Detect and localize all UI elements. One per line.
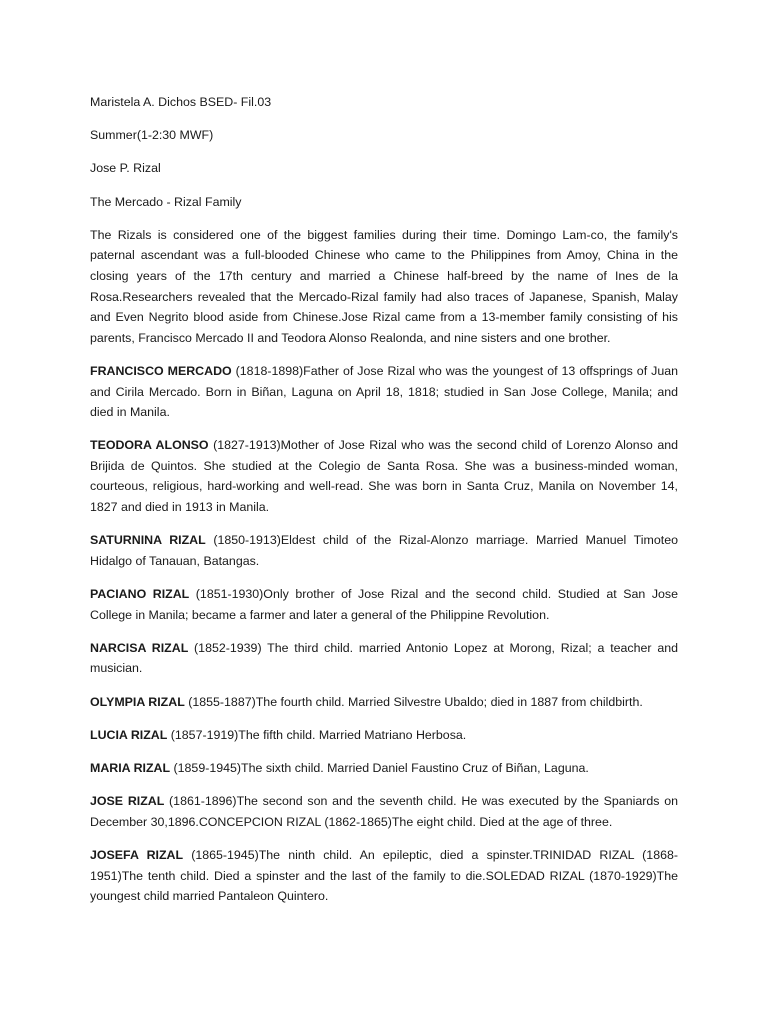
member-description: (1827-1913)Mother of Jose Rizal who was the second child of Lorenzo Alonso and Brijida de Quintos. She studied at the Colegio de Santa Rosa. She was a business-minded woman, courteous, religious, hard-working and well-read. She was born in Santa Cruz, Manila on November 14, 1827 and died in 1913 in Manila. bbox=[90, 438, 678, 515]
member-description: (1851-1930)Only brother of Jose Rizal and the second child. Studied at San Jose College in Manila; became a farmer and later a general of the Philippine Revolution. bbox=[90, 587, 678, 622]
author-line: Maristela A. Dichos BSED- Fil.03 bbox=[90, 95, 272, 109]
member-description: (1859-1945)The sixth child. Married Daniel Faustino Cruz of Biñan, Laguna. bbox=[170, 760, 589, 775]
member-paragraph-maria bbox=[90, 758, 678, 779]
member-name: TEODORA ALONSO bbox=[90, 438, 209, 453]
schedule-line: Summer(1-2:30 MWF) bbox=[90, 128, 214, 143]
subject-line: Jose P. Rizal bbox=[90, 161, 161, 176]
member-paragraph-olympia bbox=[90, 692, 678, 713]
member-name: LUCIA RIZAL bbox=[90, 727, 168, 742]
member-description: (1865-1945)The ninth child. An epileptic, died a spinster.TRINIDAD RIZAL (1868-1951)The tenth child. Died a spinster and the last of the family to die.SOLEDAD RIZAL (1870-1929)The youngest child married Pantaleon Quintero. bbox=[90, 847, 678, 904]
member-paragraph-paciano bbox=[90, 584, 678, 625]
member-description: (1857-1919)The fifth child. Married Matriano Herbosa. bbox=[167, 727, 467, 742]
document-title: The Mercado - Rizal Family bbox=[90, 194, 242, 209]
member-paragraph-lucia bbox=[90, 725, 678, 746]
intro-paragraph: The Rizals is considered one of the biggest families during their time. Domingo Lam-co, the family's paternal ascendant was a full-blooded Chinese who came to the Philippines from Amoy, China in the closing years of the 17th century and married a Chinese half-breed by the name of Ines de la Rosa.Researchers revealed that the Mercado-Rizal family had also traces of Japanese, Spanish, Malay and Even Negrito blood aside from Chinese.Jose Rizal came from a 13-member family consisting of his parents, Francisco Mercado II and Teodora Alonso Realonda, and nine sisters and one brother. bbox=[90, 227, 678, 345]
member-name: JOSEFA RIZAL bbox=[90, 847, 184, 862]
member-name: PACIANO RIZAL bbox=[90, 587, 190, 602]
member-paragraph-francisco bbox=[90, 361, 678, 423]
member-description: (1861-1896)The second son and the seventh child. He was executed by the Spaniards on December 30,1896.CONCEPCION RIZAL (1862-1865)The eight child. Died at the age of three. bbox=[90, 794, 678, 829]
member-description: (1852-1939) The third child. married Antonio Lopez at Morong, Rizal; a teacher and musician. bbox=[90, 640, 679, 676]
member-name: SATURNINA RIZAL bbox=[90, 533, 206, 548]
member-name: MARIA RIZAL bbox=[90, 760, 171, 775]
document-page bbox=[90, 92, 678, 919]
member-name: NARCISA RIZAL bbox=[90, 640, 189, 655]
member-description: (1850-1913)Eldest child of the Rizal-Alonzo marriage. Married Manuel Timoteo Hidalgo of Tanauan, Batangas. bbox=[90, 533, 678, 568]
member-name: FRANCISCO MERCADO bbox=[90, 363, 232, 378]
member-description: (1818-1898)Father of Jose Rizal who was the youngest of 13 offsprings of Juan and Cirila Mercado. Born in Biñan, Laguna on April 18, 1818; studied in San Jose College, Manila; and died in Manila. bbox=[90, 363, 678, 420]
member-paragraph-jose bbox=[90, 791, 678, 832]
member-paragraph-teodora bbox=[90, 435, 678, 517]
member-name: JOSE RIZAL bbox=[90, 794, 165, 809]
member-paragraph-josefa bbox=[90, 845, 678, 907]
member-paragraph-narcisa bbox=[90, 638, 678, 679]
member-description: (1855-1887)The fourth child. Married Silvestre Ubaldo; died in 1887 from childbirth. bbox=[184, 694, 643, 709]
member-paragraph-saturnina bbox=[90, 530, 678, 571]
member-name: OLYMPIA RIZAL bbox=[90, 694, 185, 709]
